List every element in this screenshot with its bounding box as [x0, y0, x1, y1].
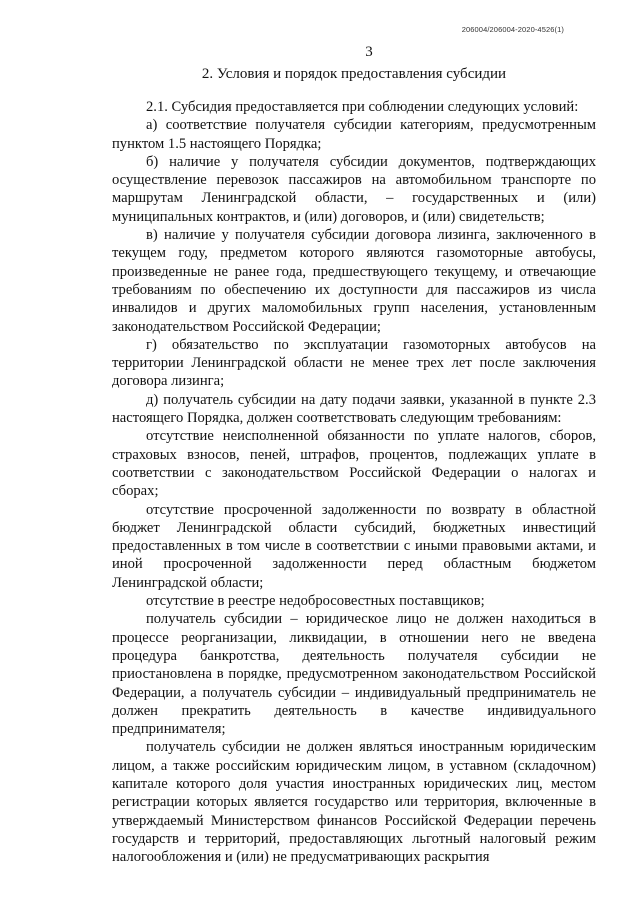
paragraph-requirement-taxes: отсутствие неисполненной обязанности по уплате налогов, сборов, страховых взносов, пеней, штрафов, процентов, подлежащих уплате в соответствии с законодательством Российской Федерации о налогах и сборах;	[112, 428, 596, 500]
paragraph-condition-b: б) наличие у получателя субсидии документов, подтверждающих осуществление перевозок пассажиров на автомобильном транспорте по маршрутам Ленинградской области, – государственных и (или) муниципальных контрактов, и (или) договоров, и (или) свидетельств;	[112, 153, 596, 225]
paragraph-condition-v: в) наличие у получателя субсидии договора лизинга, заключенного в текущем году, предметом которого являются газомоторные автобусы, произведенные не ранее года, предшествующего текущему, и отвечающие требованиям по обеспечению их доступности для пассажиров из числа инвалидов и других маломобильных групп населения, установленным законодательством Российской Федерации;	[112, 227, 596, 335]
section-title: 2. Условия и порядок предоставления субсидии	[201, 66, 507, 82]
paragraph-condition-a: а) соответствие получателя субсидии категориям, предусмотренным пунктом 1.5 настоящего Порядка;	[112, 117, 596, 152]
document-id: 206004/206004-2020-4526(1)	[461, 25, 564, 34]
paragraph-requirement-debt: отсутствие просроченной задолженности по возврату в областной бюджет Ленинградской области субсидий, бюджетных инвестиций предоставленных в том числе в соответствии с иными правовыми актами, и иной просроченной задолженности перед областным бюджетом Ленинградской области;	[112, 501, 596, 591]
section-body	[112, 98, 596, 866]
paragraph-requirement-reorganization: получатель субсидии – юридическое лицо не должен находиться в процессе реорганизации, ликвидации, в отношении него не введена процедура банкротства, деятельность получателя субсидии не приостановлена в порядке, предусмотренном законодательством Российской Федерации, а получатель субсидии – индивидуальный предприниматель не должен прекратить деятельность в качестве индивидуального предпринимателя;	[112, 611, 596, 738]
page-number: 3	[365, 44, 373, 60]
paragraph-requirement-registry: отсутствие в реестре недобросовестных поставщиков;	[146, 593, 485, 610]
paragraph-condition-d: д) получатель субсидии на дату подачи заявки, указанной в пункте 2.3 настоящего Порядка, должен соответствовать следующим требованиям:	[112, 391, 596, 427]
paragraph-condition-g: г) обязательство по эксплуатации газомоторных автобусов на территории Ленинградской области не менее трех лет после заключения договора лизинга;	[112, 336, 596, 390]
paragraph-2-1-intro: 2.1. Субсидия предоставляется при соблюдении следующих условий:	[146, 99, 579, 115]
paragraph-requirement-foreign: получатель субсидии не должен являться иностранным юридическим лицом, а также российским юридическим лицом, в уставном (складочном) капитале которого доля участия иностранных юридических лиц, местом регистрации которых является государство или территория, включенные в утверждаемый Министерством финансов Российской Федерации перечень государств и территорий, предоставляющих льготный налоговый режим налогообложения и (или) не предусматривающих раскрытия	[112, 739, 596, 866]
